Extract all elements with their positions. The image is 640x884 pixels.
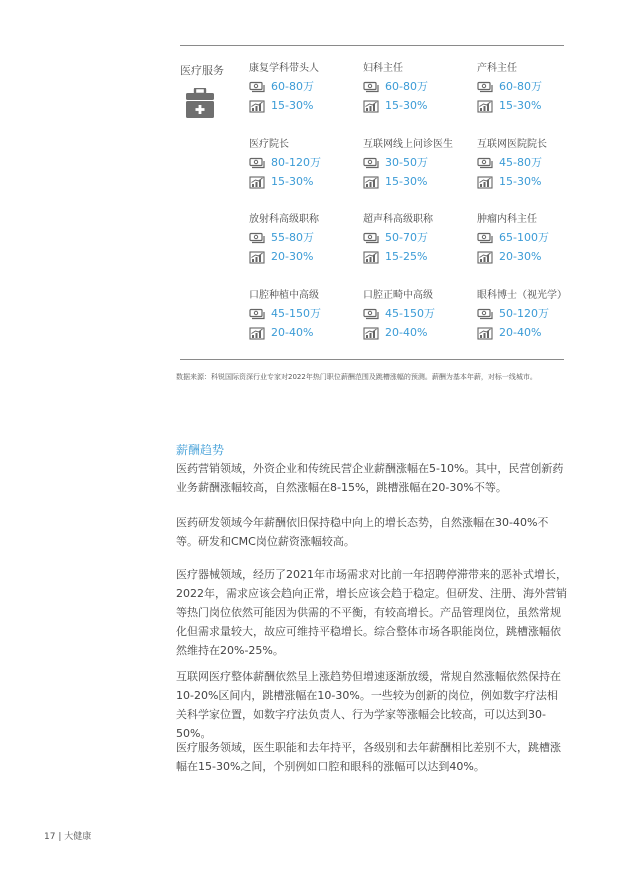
job-card bbox=[477, 289, 597, 341]
growth-chart-icon bbox=[363, 176, 379, 189]
job-title: 肿瘤内科主任 bbox=[477, 214, 537, 225]
job-card bbox=[363, 62, 483, 114]
raise-range: 20-40% bbox=[499, 326, 542, 339]
growth-chart-icon bbox=[477, 100, 493, 113]
raise-range: 15-30% bbox=[385, 99, 428, 112]
job-title: 产科主任 bbox=[477, 63, 517, 74]
growth-chart-icon bbox=[477, 251, 493, 264]
job-card bbox=[363, 138, 483, 190]
growth-chart-icon bbox=[363, 251, 379, 264]
salary-icon bbox=[477, 157, 493, 170]
job-card bbox=[249, 62, 369, 114]
trend-paragraph: 互联网医疗整体薪酬依然呈上涨趋势但增速逐渐放缓，常规自然涨幅依然保持在10-20%区间内，跳槽涨幅在10-30%。一些较为创新的岗位，例如数字疗法相关科学家位置，如数字疗法负责人、行为学家等涨幅会比较高，可以达到30-50%。 bbox=[176, 670, 561, 740]
growth-chart-icon bbox=[363, 100, 379, 113]
page-footer bbox=[44, 829, 91, 842]
raise-range: 20-40% bbox=[271, 326, 314, 339]
salary-range: 45-80万 bbox=[499, 156, 542, 169]
salary-row bbox=[249, 79, 369, 95]
raise-range: 15-25% bbox=[385, 250, 428, 263]
salary-row bbox=[477, 79, 597, 95]
salary-icon bbox=[249, 232, 265, 245]
salary-range: 50-120万 bbox=[499, 307, 549, 320]
salary-row bbox=[477, 155, 597, 171]
salary-range: 65-100万 bbox=[499, 231, 549, 244]
raise-range: 15-30% bbox=[499, 175, 542, 188]
raise-row bbox=[363, 325, 483, 341]
salary-icon bbox=[477, 308, 493, 321]
salary-range: 60-80万 bbox=[271, 80, 314, 93]
salary-icon bbox=[363, 157, 379, 170]
raise-row bbox=[477, 98, 597, 114]
footer-separator: | bbox=[58, 832, 62, 842]
job-card bbox=[363, 289, 483, 341]
page-number: 17 bbox=[44, 832, 56, 842]
trend-paragraph: 医药研发领域今年薪酬依旧保持稳中向上的增长态势，自然涨幅在30-40%不等。研发和CMC岗位薪资涨幅较高。 bbox=[176, 516, 549, 548]
trend-paragraph: 医疗器械领域，经历了2021年市场需求对比前一年招聘停滞带来的恶补式增长，2022年，需求应该会趋向正常，增长应该会趋于稳定。但研发、注册、海外营销等热门岗位依然可能因为供需的不平衡，有较高增长。产品管理岗位，虽然常规化但需求量较大，故应可维持平稳增长。综合整体市场各职能岗位，跳槽涨幅依然维持在20%-25%。 bbox=[176, 568, 567, 657]
raise-row bbox=[363, 249, 483, 265]
job-card bbox=[477, 213, 597, 265]
job-title: 互联网医院院长 bbox=[477, 139, 547, 150]
raise-range: 15-30% bbox=[385, 175, 428, 188]
bottom-divider bbox=[180, 359, 564, 360]
salary-row bbox=[363, 79, 483, 95]
raise-range: 20-40% bbox=[385, 326, 428, 339]
raise-range: 20-30% bbox=[271, 250, 314, 263]
medical-kit-icon bbox=[186, 88, 214, 118]
raise-row bbox=[249, 174, 369, 190]
section-label: 医疗服务 bbox=[180, 64, 224, 77]
job-title: 口腔正畸中高级 bbox=[363, 290, 433, 301]
growth-chart-icon bbox=[249, 176, 265, 189]
trend-paragraph: 医药营销领域，外资企业和传统民营企业薪酬涨幅在5-10%。其中，民营创新药业务薪酬涨幅较高，自然涨幅在8-15%，跳槽涨幅在20-30%不等。 bbox=[176, 462, 564, 494]
salary-range: 80-120万 bbox=[271, 156, 321, 169]
raise-row bbox=[477, 325, 597, 341]
job-card bbox=[249, 138, 369, 190]
job-card bbox=[249, 213, 369, 265]
salary-icon bbox=[249, 157, 265, 170]
salary-row bbox=[249, 306, 369, 322]
salary-range: 50-70万 bbox=[385, 231, 428, 244]
growth-chart-icon bbox=[249, 251, 265, 264]
growth-chart-icon bbox=[363, 327, 379, 340]
salary-icon bbox=[249, 81, 265, 94]
salary-row bbox=[477, 230, 597, 246]
raise-row bbox=[249, 325, 369, 341]
salary-row bbox=[477, 306, 597, 322]
salary-icon bbox=[477, 232, 493, 245]
salary-icon bbox=[363, 81, 379, 94]
salary-range: 60-80万 bbox=[499, 80, 542, 93]
raise-row bbox=[249, 98, 369, 114]
job-title: 医疗院长 bbox=[249, 139, 289, 150]
job-card bbox=[477, 62, 597, 114]
source-note: 数据来源：科锐国际资深行业专家对2022年热门职位薪酬范围及跳槽涨幅的预测。薪酬为基本年薪，对标一线城市。 bbox=[176, 373, 537, 381]
salary-icon bbox=[363, 232, 379, 245]
raise-row bbox=[363, 98, 483, 114]
salary-range: 60-80万 bbox=[385, 80, 428, 93]
raise-row bbox=[363, 174, 483, 190]
job-title: 互联网线上问诊医生 bbox=[363, 139, 453, 150]
job-title: 妇科主任 bbox=[363, 63, 403, 74]
job-card bbox=[363, 213, 483, 265]
salary-range: 45-150万 bbox=[271, 307, 321, 320]
growth-chart-icon bbox=[249, 327, 265, 340]
job-title: 放射科高级职称 bbox=[249, 214, 319, 225]
salary-icon bbox=[363, 308, 379, 321]
salary-range: 55-80万 bbox=[271, 231, 314, 244]
raise-range: 15-30% bbox=[499, 99, 542, 112]
trend-heading: 薪酬趋势 bbox=[176, 443, 225, 457]
job-title: 康复学科带头人 bbox=[249, 63, 319, 74]
salary-row bbox=[249, 230, 369, 246]
job-title: 眼科博士（视光学） bbox=[477, 290, 567, 301]
job-card bbox=[249, 289, 369, 341]
salary-icon bbox=[249, 308, 265, 321]
job-title: 口腔种植中高级 bbox=[249, 290, 319, 301]
trend-paragraph: 医疗服务领域，医生职能和去年持平，各级别和去年薪酬相比差别不大，跳槽涨幅在15-30%之间，个别例如口腔和眼科的涨幅可以达到40%。 bbox=[176, 741, 561, 773]
job-title: 超声科高级职称 bbox=[363, 214, 433, 225]
growth-chart-icon bbox=[477, 327, 493, 340]
salary-icon bbox=[477, 81, 493, 94]
salary-row bbox=[363, 230, 483, 246]
raise-range: 20-30% bbox=[499, 250, 542, 263]
salary-range: 30-50万 bbox=[385, 156, 428, 169]
growth-chart-icon bbox=[477, 176, 493, 189]
raise-range: 15-30% bbox=[271, 175, 314, 188]
salary-range: 45-150万 bbox=[385, 307, 435, 320]
raise-row bbox=[249, 249, 369, 265]
job-card bbox=[477, 138, 597, 190]
top-divider bbox=[180, 45, 564, 46]
footer-section: 大健康 bbox=[64, 832, 92, 842]
salary-row bbox=[363, 155, 483, 171]
growth-chart-icon bbox=[249, 100, 265, 113]
raise-range: 15-30% bbox=[271, 99, 314, 112]
raise-row bbox=[477, 174, 597, 190]
salary-row bbox=[363, 306, 483, 322]
raise-row bbox=[477, 249, 597, 265]
salary-row bbox=[249, 155, 369, 171]
